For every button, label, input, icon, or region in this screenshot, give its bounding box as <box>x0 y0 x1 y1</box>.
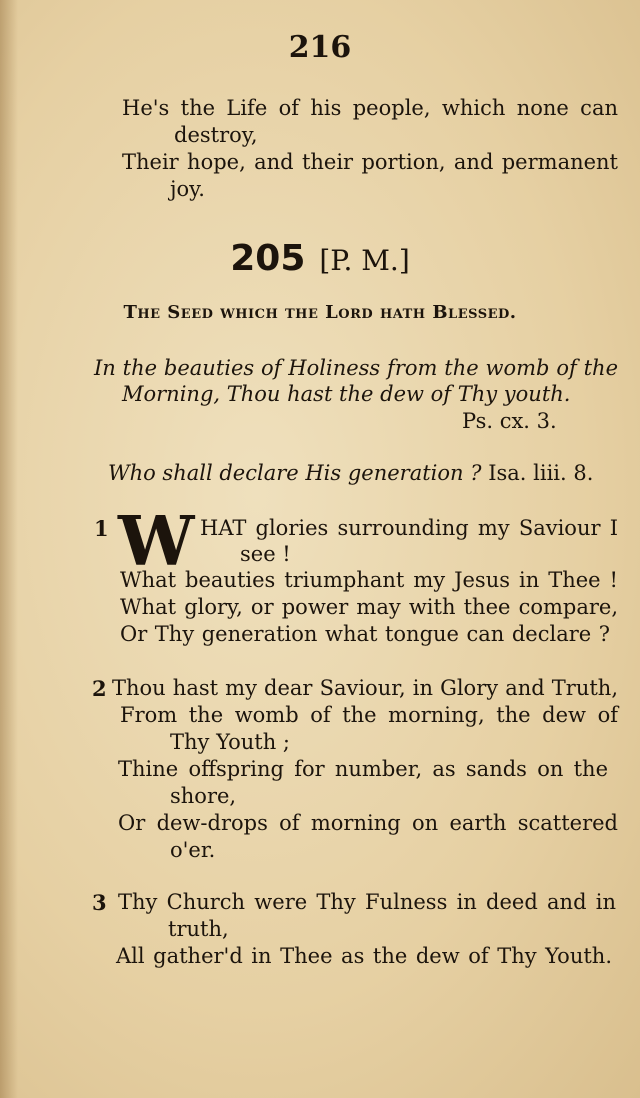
verse-1-line-3: What glory, or power may with thee compare, <box>120 595 618 619</box>
verse-3-line-1: Thy Church were Thy Fulness in deed and in <box>118 890 616 914</box>
top-line-1: He's the Life of his people, which none can <box>122 96 618 120</box>
verse-2-line-4b: o'er. <box>170 838 216 862</box>
hymn-title: The Seed which the Lord hath Blessed. <box>123 302 517 323</box>
top-line-4: joy. <box>170 177 205 201</box>
epigraph-2 <box>108 461 593 485</box>
hymn-meter: [P. M.] <box>319 244 410 277</box>
epigraph-1-reference: Ps. cx. 3. <box>462 409 557 433</box>
verse-2-line-2b: Thy Youth ; <box>170 730 290 754</box>
verse-1-line-2: What beauties triumphant my Jesus in Thee ! <box>120 568 618 592</box>
top-line-3: Their hope, and their portion, and permanent <box>122 150 618 174</box>
top-line-2: destroy, <box>174 123 258 147</box>
epigraph-2-text: Who shall declare His generation ? <box>108 461 482 485</box>
verse-1-number: 1 <box>94 516 109 541</box>
verse-1-line-1b: see ! <box>240 542 291 566</box>
verse-3-line-2: All gather'd in Thee as the dew of Thy Youth. <box>116 944 612 968</box>
verse-1-dropcap: W <box>118 502 195 582</box>
verse-3-line-1b: truth, <box>168 917 229 941</box>
verse-2-line-4: Or dew-drops of morning on earth scattered <box>118 811 618 835</box>
verse-2-line-3b: shore, <box>170 784 237 808</box>
hymn-number: 205 <box>230 238 306 279</box>
hymn-header <box>0 238 640 279</box>
page-number: 216 <box>288 30 352 65</box>
epigraph-2-reference: Isa. liii. 8. <box>488 461 594 485</box>
epigraph-1-line-2: Morning, Thou hast the dew of Thy youth. <box>122 382 571 406</box>
verse-2-line-2: From the womb of the morning, the dew of <box>120 703 618 727</box>
verse-2-number: 2 <box>92 676 107 701</box>
verse-3-number: 3 <box>92 890 107 915</box>
verse-1-line-1: HAT glories surrounding my Saviour I <box>200 516 618 540</box>
verse-2-line-1: Thou hast my dear Saviour, in Glory and Truth, <box>112 676 618 700</box>
epigraph-1-line-1: In the beauties of Holiness from the womb of the <box>94 356 618 380</box>
verse-2-line-3: Thine offspring for number, as sands on the <box>118 757 608 781</box>
page-edge-shadow <box>0 0 18 1098</box>
verse-1-line-4: Or Thy generation what tongue can declare ? <box>120 622 610 646</box>
